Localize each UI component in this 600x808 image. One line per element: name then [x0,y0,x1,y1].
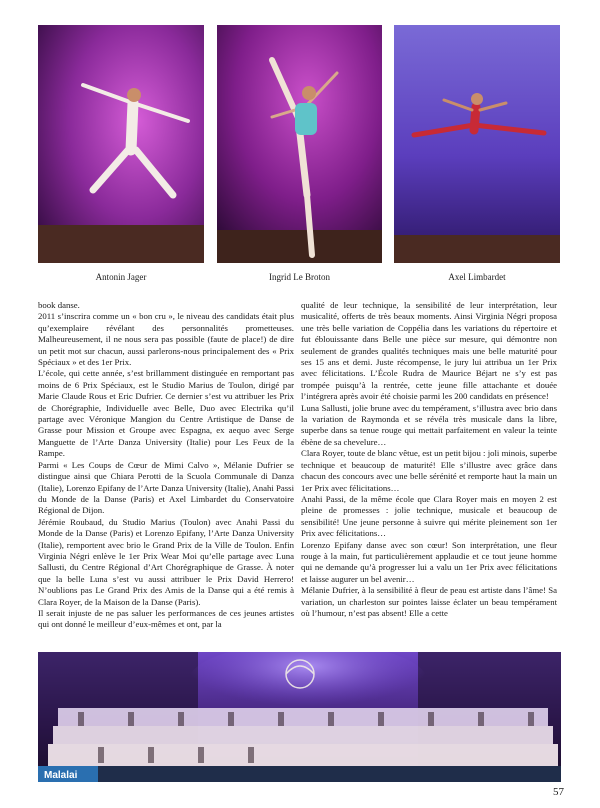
caption-ingrid-le-broton: Ingrid Le Broton [269,272,330,282]
paragraph: L’école, qui cette année, s’est brillamment distinguée en remportant pas moins de 6 Prix Spéciaux, est le Studio Marius de Toulon, dirigé par Marie Claude Rous et Eric Dufrier. Ce dernier s’est vu attribuer les Prix de Chorégraphie, Individuelle avec Belle, Duo avec Electrika qu’il partage avec Véronique Mangion du Centre Artistique de Danse de Grasse pour Mission et Groupe avec Espagna, ex aequo avec Serge Manguette de l’Arte Danza University (Italie) pour Les Feux de la Rampe. [38,368,294,459]
photo-axel-limbardet [394,25,560,263]
paragraph: Lorenzo Epifany danse avec son cœur! Son interprétation, une fleur rouge à la main, fut particulièrement applaudie et ce tout jeune homme qui ne demande qu’à progresser lui a valu un 1er Prix avec félicitations et laisse augurer un bel avenir… [301,539,557,584]
text-column-left [38,300,294,631]
banner-text: Malalai [44,770,78,781]
paragraph: qualité de leur technique, la sensibilité de leur interprétation, leur musicalité, offerts de très beaux moments. Ainsi Virginia Négri proposa une très belle variation de Coppélia dans les variations du répertoire et fut éblouissante dans Belle une pièce sur mesure, qui démontre non seulement de grandes qualités techniques mais une belle maturité pour ses 15 ans et demi. Juste récompense, le jury lui attribua un 1er Prix avec félicitations. L’École Rudra de Maurice Béjart ne s’y est pas trompée puisqu’à la rentrée, cette jeune fille attachante et douée l’intégrera après avoir été choisie parmi les 200 candidats en présence! [301,300,557,402]
text-column-right [301,300,557,619]
paragraph: Luna Sallusti, jolie brune avec du tempérament, s’illustra avec brio dans la variation de Raymonda et se révéla très musicale dans la libre, superbe dans sa tenue rouge qui mettait parfaitement en valeur la teinte ébène de sa chevelure… [301,402,557,447]
paragraph: 2011 s’inscrira comme un « bon cru », le niveau des candidats était plus qu’exemplaire révélant des personnalités prometteuses. Malheureusement, il ne nous sera pas possible (faute de place!) de dire un petit mot sur chacun, aussi parlerons-nous principalement des « Prix Spéciaux » et des 1er Prix. [38,311,294,368]
paragraph: Mélanie Dufrier, à la sensibilité à fleur de peau est artiste dans l’âme! Sa variation, un charleston sur pointes laisse éclater un beau tempérament où l’humour, n’est pas absent! Elle a cette [301,585,557,618]
paragraph: Parmi « Les Coups de Cœur de Mimi Calvo », Mélanie Dufrier se distingue ainsi que Chiara Perotti de la Scuola Communale di Danza (Italie), Lorenzo Epifany de l’Arte Danza University (Italie), Anahi Passi du Monde de la Danse (Paris) et Axel Limbardet du Conservatoire Régional de Dijon. [38,459,294,516]
caption-antonin-jager: Antonin Jager [95,272,147,282]
photo-antonin-jager [38,25,204,263]
paragraph: Jérémie Roubaud, du Studio Marius (Toulon) avec Anahi Passi du Monde de la Danse (Paris) et Lorenzo Epifany, l’Arte Danza University (Italie), remportent avec brio le Grand Prix de la Ville de Toulon. Enfin Virginia Négri enlève le 1er Prix Wear Moi qu’elle partage avec Luna Sallusti, du Centre Régional d’Art Chorégraphique de Grasse. À noter que la belle Luna s’est vu aussi attribuer le Prix David Herrero! N’oublions pas Le Grand Prix des Amis de la Danse qui a été remis à Clara Royer, de la Maison de la Danse (Paris). [38,516,294,607]
paragraph: Anahi Passi, de la même école que Clara Royer mais en moyen 2 est pleine de promesses : jolie technique, musicale et beaucoup de sensibilité! Une jeune personne à suivre qui mérite pleinement son 1er Prix avec félicitations… [301,493,557,539]
caption-axel-limbardet: Axel Limbardet [448,272,506,282]
page-number: 57 [553,786,564,798]
paragraph: Clara Royer, toute de blanc vêtue, est un petit bijou : joli minois, superbe technique et beaucoup de maturité! Elle s’illustre avec grâce dans chacun des concours avec une belle sérénité et remporte haut la main un 1er Prix avec félicitations… [301,448,557,493]
paragraph: book danse. [38,300,80,310]
paragraph: Il serait injuste de ne pas saluer les performances de ces jeunes artistes qui ont donné le meilleur d’eux-mêmes et ont, par la [38,607,294,630]
photo-ingrid-le-broton [217,25,382,263]
group-photo [38,652,561,782]
